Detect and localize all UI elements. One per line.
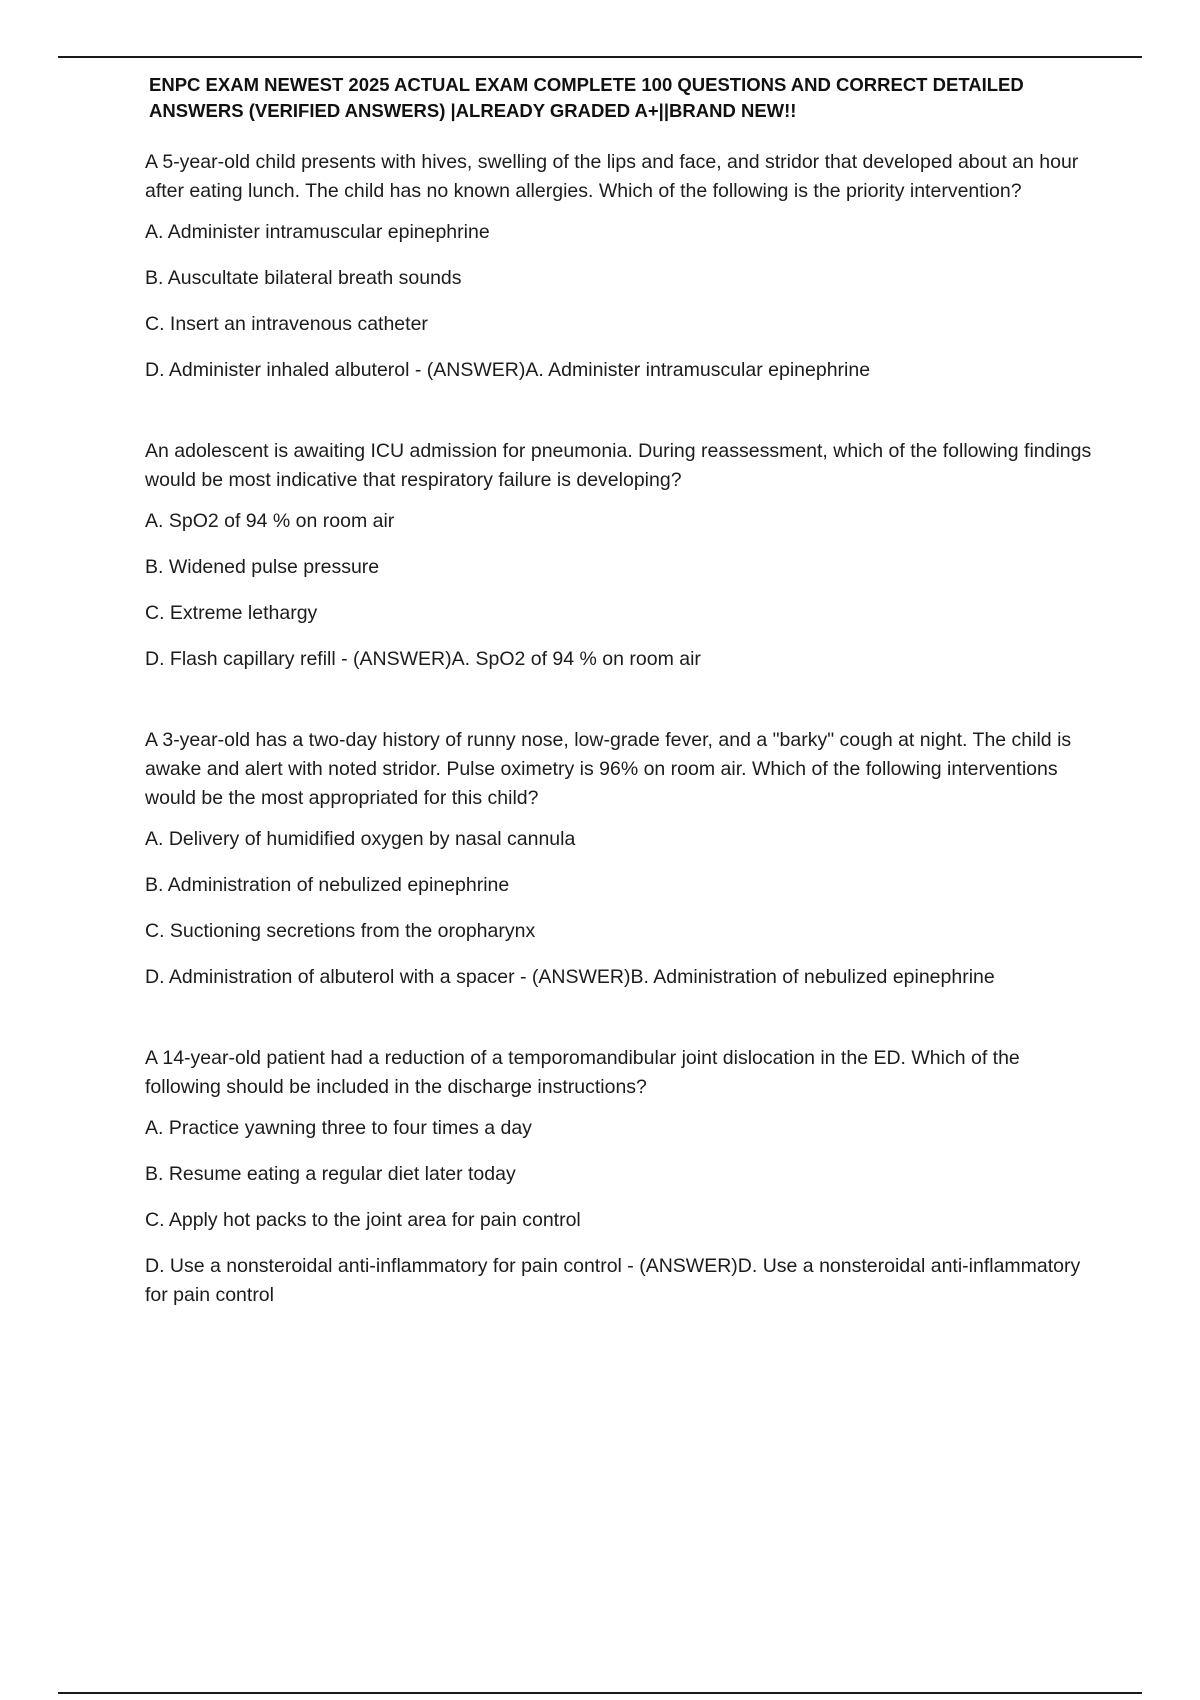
question-stem: A 3-year-old has a two-day history of runny nose, low-grade fever, and a "barky" cough at night. The child is awake and alert with noted stridor. Pulse oximetry is 96% on room air. Which of the following interventions would be the most appropriated for this child?: [145, 729, 1072, 809]
document-body: [145, 72, 1095, 1310]
question-stem: A 5-year-old child presents with hives, swelling of the lips and face, and stridor that developed about an hour after eating lunch. The child has no known allergies. Which of the following is the priority intervention?: [145, 151, 1079, 202]
answer-option-c: C. Insert an intravenous catheter: [145, 313, 428, 335]
answer-option-a: A. Practice yawning three to four times a day: [145, 1117, 532, 1139]
answer-option-d-with-answer: D. Use a nonsteroidal anti-inflammatory for pain control - (ANSWER)D. Use a nonsteroidal anti-inflammatory for pain control: [145, 1255, 1081, 1306]
answer-option-d-with-answer: D. Administer inhaled albuterol - (ANSWER)A. Administer intramuscular epinephrine: [145, 359, 871, 381]
top-divider: [58, 56, 1142, 58]
answer-option-a: A. Delivery of humidified oxygen by nasal cannula: [145, 828, 576, 850]
answer-option-b: B. Resume eating a regular diet later today: [145, 1163, 516, 1185]
question-stem: An adolescent is awaiting ICU admission for pneumonia. During reassessment, which of the following findings would be most indicative that respiratory failure is developing?: [145, 440, 1092, 491]
bottom-divider: [58, 1692, 1142, 1694]
question-2: [145, 437, 1095, 674]
answer-option-a: A. SpO2 of 94 % on room air: [145, 510, 395, 532]
answer-option-a: A. Administer intramuscular epinephrine: [145, 221, 490, 243]
answer-option-c: C. Suctioning secretions from the oropharynx: [145, 920, 536, 942]
answer-option-d-with-answer: D. Flash capillary refill - (ANSWER)A. SpO2 of 94 % on room air: [145, 648, 701, 670]
question-1: [145, 148, 1095, 385]
question-stem: A 14-year-old patient had a reduction of a temporomandibular joint dislocation in the ED. Which of the following should be included in the discharge instructions?: [145, 1047, 1020, 1098]
answer-option-d-with-answer: D. Administration of albuterol with a spacer - (ANSWER)B. Administration of nebulized epinephrine: [145, 966, 995, 988]
answer-option-c: C. Apply hot packs to the joint area for pain control: [145, 1209, 581, 1231]
answer-option-b: B. Widened pulse pressure: [145, 556, 380, 578]
answer-option-c: C. Extreme lethargy: [145, 602, 318, 624]
question-3: [145, 726, 1095, 992]
question-4: [145, 1044, 1095, 1310]
answer-option-b: B. Auscultate bilateral breath sounds: [145, 267, 462, 289]
answer-option-b: B. Administration of nebulized epinephrine: [145, 874, 510, 896]
document-title: ENPC EXAM NEWEST 2025 ACTUAL EXAM COMPLETE 100 QUESTIONS AND CORRECT DETAILED ANSWERS (VERIFIED ANSWERS) |ALREADY GRADED A+||BRAND NEW!!: [149, 74, 1024, 121]
